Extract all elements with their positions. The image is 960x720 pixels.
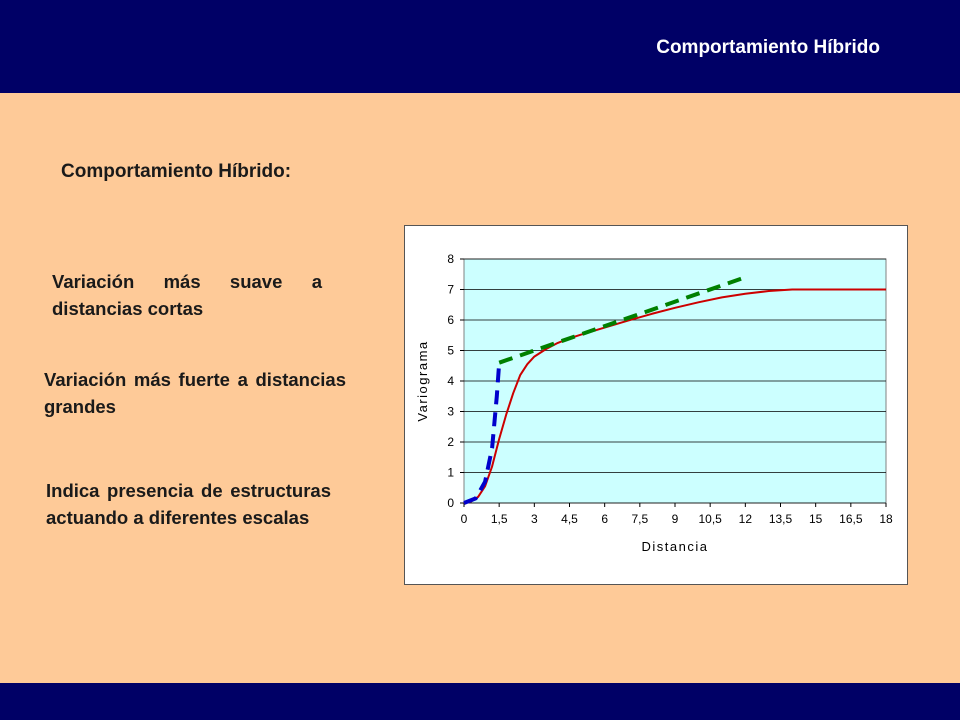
x-tick-label: 4,5 (561, 512, 578, 526)
footer-band (0, 683, 960, 720)
y-tick-label: 1 (447, 465, 454, 480)
x-tick-label: 13,5 (768, 512, 793, 526)
x-axis-ticks (461, 503, 893, 526)
y-axis-title: Variograma (415, 340, 430, 422)
y-axis-ticks (447, 252, 464, 510)
x-tick-label: 7,5 (631, 512, 649, 526)
x-tick-label: 9 (671, 512, 679, 526)
variogram-chart (404, 225, 908, 585)
variogram-chart-svg (405, 226, 907, 584)
y-tick-label: 6 (447, 313, 454, 327)
bullet-multi-scale: Indica presencia de estructuras actuando a diferentes escalas (46, 480, 331, 528)
slide-title: Comportamiento Híbrido (656, 37, 880, 58)
x-tick-label: 10,5 (698, 512, 722, 526)
y-tick-label: 5 (447, 343, 454, 358)
x-tick-label: 16,5 (839, 512, 863, 526)
y-tick-label: 7 (447, 282, 454, 297)
x-tick-label: 3 (530, 512, 538, 526)
x-tick-label: 6 (601, 512, 609, 526)
y-tick-label: 2 (447, 435, 454, 449)
bullet-short-distance: Variación más suave a distancias cortas (52, 271, 322, 319)
x-axis-title: Distancia (641, 539, 709, 554)
y-tick-label: 8 (447, 252, 454, 266)
y-tick-label: 4 (447, 374, 454, 388)
header-band (0, 0, 960, 93)
bullet-long-distance: Variación más fuerte a distancias grandes (44, 369, 346, 417)
y-tick-label: 3 (447, 404, 454, 419)
section-heading: Comportamiento Híbrido: (61, 161, 292, 182)
x-tick-label: 0 (460, 512, 468, 526)
y-tick-label: 0 (447, 496, 454, 510)
x-tick-label: 18 (879, 512, 893, 526)
x-tick-label: 1,5 (490, 512, 508, 526)
x-tick-label: 12 (738, 512, 753, 526)
x-tick-label: 15 (808, 512, 823, 526)
